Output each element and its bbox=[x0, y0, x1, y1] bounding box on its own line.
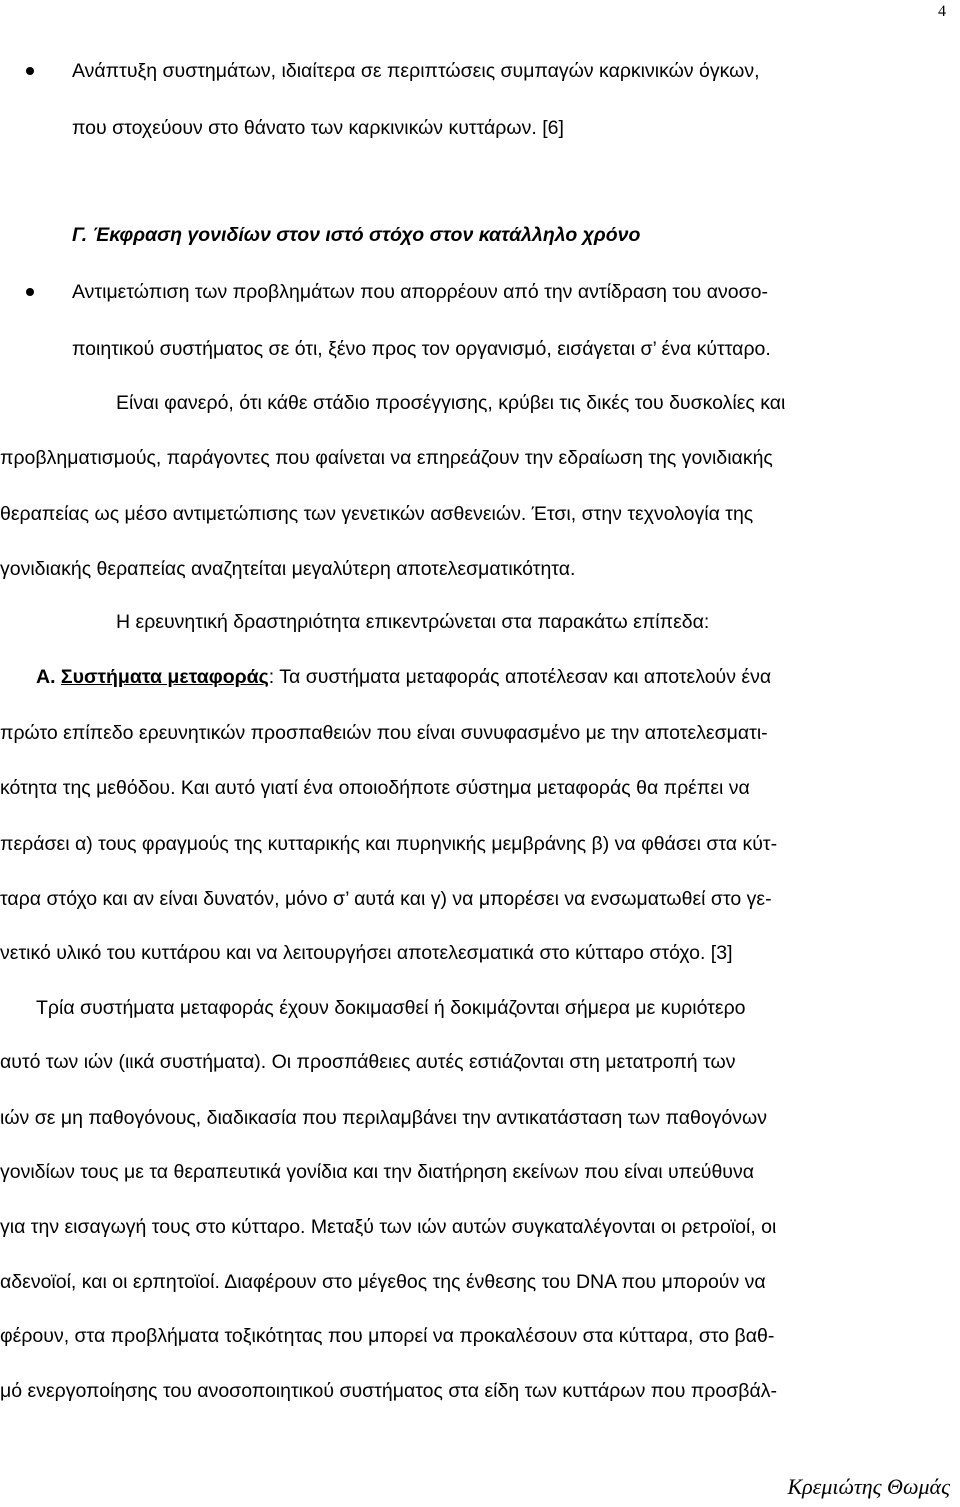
section-a-term: Συστήματα μεταφοράς bbox=[60, 666, 269, 688]
section-a-label: Α. bbox=[36, 666, 56, 688]
paragraph-line: γονιδιακής θεραπείας αναζητείται μεγαλύτερη αποτελεσματικότητα. bbox=[0, 558, 576, 580]
paragraph-line: προβληματισμούς, παράγοντες που φαίνεται να επηρεάζουν την εδραίωση της γονιδιακής bbox=[0, 447, 773, 469]
paragraph-line: μό ενεργοποίησης του ανοσοποιητικού συστήματος στα είδη των κυττάρων που προσβάλ- bbox=[0, 1380, 778, 1402]
paragraph-line: περάσει α) τους φραγμούς της κυτταρικής και πυρηνικής μεμβράνης β) να φθάσει στα κύτ- bbox=[0, 833, 778, 855]
paragraph-line: γονιδίων τους με τα θεραπευτικά γονίδια και την διατήρηση εκείνων που είναι υπεύθυνα bbox=[0, 1161, 754, 1183]
bullet-text-line: ποιητικού συστήματος σε ότι, ξένο προς τον οργανισμό, εισάγεται σ’ ένα κύτταρο. bbox=[72, 338, 771, 360]
bullet-text-line: που στοχεύουν στο θάνατο των καρκινικών κυττάρων. [6] bbox=[72, 117, 564, 139]
bullet-text-line: Αντιμετώπιση των προβλημάτων που απορρέουν από την αντίδραση του ανοσο- bbox=[72, 281, 769, 303]
paragraph-line: κότητα της μεθόδου. Και αυτό γιατί ένα οποιοδήποτε σύστημα μεταφοράς θα πρέπει να bbox=[0, 777, 750, 799]
paragraph-line: Τρία συστήματα μεταφοράς έχουν δοκιμασθεί ή δοκιμάζονται σήμερα με κυριότερο bbox=[36, 997, 746, 1019]
footer-author: Κρεμιώτης Θωμάς bbox=[787, 1474, 950, 1499]
section-a-colon: : bbox=[268, 666, 275, 688]
paragraph-line: ταρα στόχο και αν είναι δυνατόν, μόνο σ’ αυτά και γ) να μπορέσει να ενσωματωθεί στο γε- bbox=[0, 888, 772, 910]
paragraph-line: για την εισαγωγή τους στο κύτταρο. Μεταξύ των ιών αυτών συγκαταλέγονται οι ρετροϊοί, οι bbox=[0, 1216, 777, 1238]
paragraph-line: νετικό υλικό του κυττάρου και να λειτουργήσει αποτελεσματικά στο κύτταρο στόχο. [3] bbox=[0, 942, 733, 964]
page-number: 4 bbox=[938, 3, 946, 20]
paragraph-line: Η ερευνητική δραστηριότητα επικεντρώνεται στα παρακάτω επίπεδα: bbox=[116, 611, 710, 633]
bullet-text-line: Ανάπτυξη συστημάτων, ιδιαίτερα σε περιπτώσεις συμπαγών καρκινικών όγκων, bbox=[72, 60, 760, 82]
paragraph-line: θεραπείας ως μέσο αντιμετώπισης των γενετικών ασθενειών. Έτσι, στην τεχνολογία της bbox=[0, 503, 754, 525]
bullet-dot bbox=[26, 288, 34, 296]
section-a-first-line bbox=[36, 662, 960, 692]
bullet-dot bbox=[26, 67, 34, 75]
section-a-line-rest: Τα συστήματα μεταφοράς αποτέλεσαν και αποτελούν ένα bbox=[274, 666, 772, 688]
paragraph-line: φέρουν, στα προβλήματα τοξικότητας που μπορεί να προκαλέσουν στα κύτταρα, στο βαθ- bbox=[0, 1325, 775, 1347]
paragraph-line: πρώτο επίπεδο ερευνητικών προσπαθειών που είναι συνυφασμένο με την αποτελεσματι- bbox=[0, 722, 768, 744]
section-heading: Γ. Έκφραση γονιδίων στον ιστό στόχο στον κατάλληλο χρόνο bbox=[72, 224, 641, 246]
paragraph-line: αυτό των ιών (ιικά συστήματα). Οι προσπάθειες αυτές εστιάζονται στη μετατροπή των bbox=[0, 1051, 736, 1073]
paragraph-line: Είναι φανερό, ότι κάθε στάδιο προσέγγισης, κρύβει τις δικές του δυσκολίες και bbox=[116, 392, 786, 414]
paragraph-line: αδενοϊοί, και οι ερπητοϊοί. Διαφέρουν στο μέγεθος της ένθεσης του DNA που μπορούν να bbox=[0, 1271, 766, 1293]
paragraph-line: ιών σε μη παθογόνους, διαδικασία που περιλαμβάνει την αντικατάσταση των παθογόνων bbox=[0, 1107, 767, 1129]
